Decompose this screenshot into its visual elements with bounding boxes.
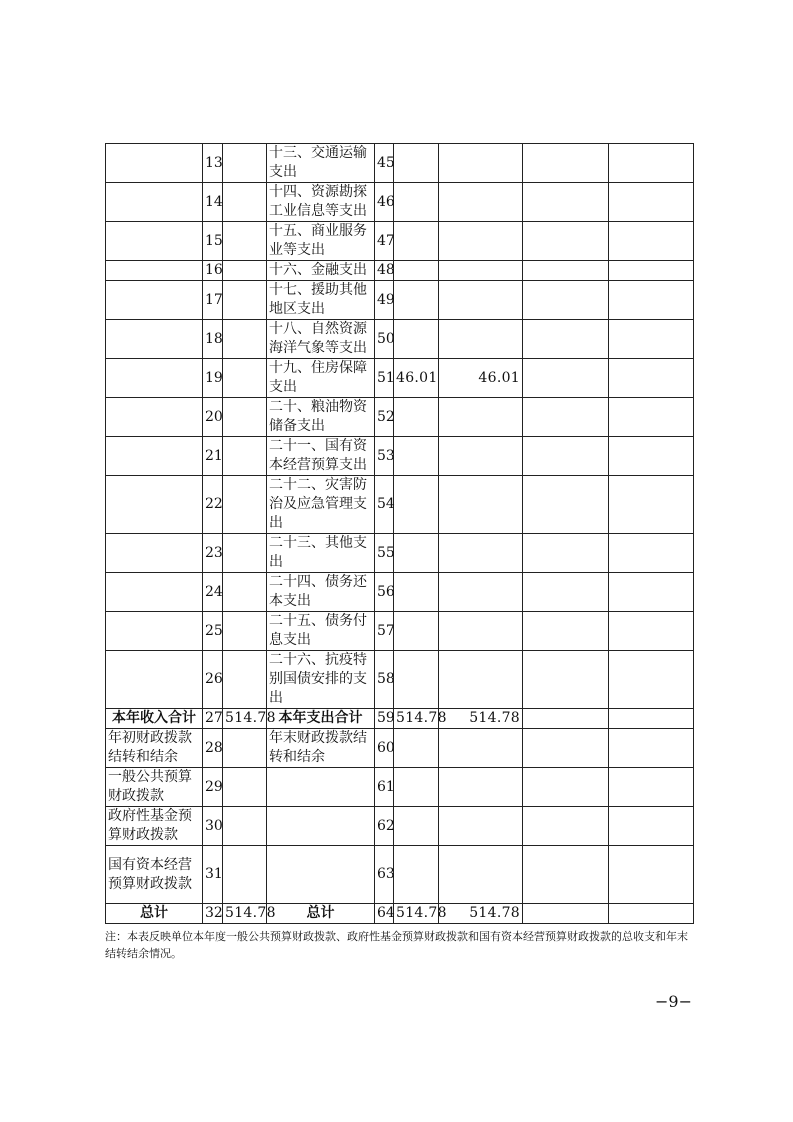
annual-total-row <box>106 709 694 729</box>
carry-in-label: 年初财政拨款结转和结余 <box>106 729 203 768</box>
expense-value <box>394 320 439 359</box>
expense-value-2 <box>439 398 523 437</box>
table-row <box>106 183 694 222</box>
income-total-value: 514.78 <box>223 709 267 729</box>
line-number: 31 <box>203 846 223 904</box>
line-number: 54 <box>375 476 394 534</box>
line-number: 59 <box>375 709 394 729</box>
expense-item-label: 十六、金融支出 <box>267 261 375 281</box>
expense-value-2 <box>439 612 523 651</box>
expense-total-value-2: 514.78 <box>439 709 523 729</box>
line-number: 19 <box>203 359 223 398</box>
line-number: 14 <box>203 183 223 222</box>
line-number: 48 <box>375 261 394 281</box>
expense-value <box>394 281 439 320</box>
line-number: 22 <box>203 476 223 534</box>
line-number: 21 <box>203 437 223 476</box>
expense-item-label: 二十五、债务付息支出 <box>267 612 375 651</box>
carry-row <box>106 729 694 768</box>
line-number: 64 <box>375 904 394 924</box>
expense-value <box>394 183 439 222</box>
expense-item-label: 十四、资源勘探工业信息等支出 <box>267 183 375 222</box>
expense-item-label: 二十二、灾害防治及应急管理支出 <box>267 476 375 534</box>
expense-value <box>394 476 439 534</box>
table-row <box>106 281 694 320</box>
expense-total-label: 本年支出合计 <box>267 709 375 729</box>
grand-total-value-right-2: 514.78 <box>439 904 523 924</box>
line-number: 30 <box>203 807 223 846</box>
expense-item-label: 十九、住房保障支出 <box>267 359 375 398</box>
grand-total-value-left: 514.78 <box>223 904 267 924</box>
carry-out-label: 年末财政拨款结转和结余 <box>267 729 375 768</box>
line-number: 46 <box>375 183 394 222</box>
expense-value-2 <box>439 183 523 222</box>
line-number: 29 <box>203 768 223 807</box>
line-number: 23 <box>203 534 223 573</box>
expense-item-label: 十三、交通运输支出 <box>267 144 375 183</box>
line-number: 47 <box>375 222 394 261</box>
line-number: 13 <box>203 144 223 183</box>
expense-value <box>394 612 439 651</box>
expense-value <box>394 222 439 261</box>
line-number: 56 <box>375 573 394 612</box>
expense-value-2 <box>439 144 523 183</box>
line-number: 32 <box>203 904 223 924</box>
income-total-label: 本年收入合计 <box>106 709 203 729</box>
expense-value-2 <box>439 281 523 320</box>
expense-value-2: 46.01 <box>439 359 523 398</box>
sub-item-label: 国有资本经营预算财政拨款 <box>106 846 203 904</box>
table-row <box>106 651 694 709</box>
expense-value-2 <box>439 573 523 612</box>
expense-value <box>394 573 439 612</box>
expense-value-2 <box>439 534 523 573</box>
line-number: 52 <box>375 398 394 437</box>
budget-table <box>105 143 694 924</box>
expense-item-label: 二十六、抗疫特别国债安排的支出 <box>267 651 375 709</box>
grand-total-label-left: 总计 <box>106 904 203 924</box>
expense-value <box>394 534 439 573</box>
line-number: 63 <box>375 846 394 904</box>
table-row <box>106 573 694 612</box>
expense-total-value: 514.78 <box>394 709 439 729</box>
expense-value <box>394 398 439 437</box>
table-row <box>106 359 694 398</box>
table-row <box>106 437 694 476</box>
line-number: 51 <box>375 359 394 398</box>
grand-total-row <box>106 904 694 924</box>
line-number: 24 <box>203 573 223 612</box>
page-number: −9− <box>655 992 692 1011</box>
expense-value: 46.01 <box>394 359 439 398</box>
line-number: 16 <box>203 261 223 281</box>
expense-item-label: 二十一、国有资本经营预算支出 <box>267 437 375 476</box>
line-number: 61 <box>375 768 394 807</box>
expense-value-2 <box>439 437 523 476</box>
expense-value <box>394 651 439 709</box>
line-number: 25 <box>203 612 223 651</box>
table-row <box>106 261 694 281</box>
line-number: 60 <box>375 729 394 768</box>
grand-total-value-right: 514.78 <box>394 904 439 924</box>
line-number: 15 <box>203 222 223 261</box>
line-number: 58 <box>375 651 394 709</box>
expense-value-2 <box>439 476 523 534</box>
table-note: 注：本表反映单位本年度一般公共预算财政拨款、政府性基金预算财政拨款和国有资本经营预算财政拨款的总收支和年末结转结余情况。 <box>105 930 688 960</box>
line-number: 28 <box>203 729 223 768</box>
grand-total-label-right: 总计 <box>267 904 375 924</box>
table-row <box>106 534 694 573</box>
expense-item-label: 十八、自然资源海洋气象等支出 <box>267 320 375 359</box>
expense-item-label: 二十、粮油物资储备支出 <box>267 398 375 437</box>
sub-item-label: 政府性基金预算财政拨款 <box>106 807 203 846</box>
table-row <box>106 476 694 534</box>
expense-item-label: 十七、援助其他地区支出 <box>267 281 375 320</box>
line-number: 18 <box>203 320 223 359</box>
line-number: 27 <box>203 709 223 729</box>
line-number: 55 <box>375 534 394 573</box>
line-number: 45 <box>375 144 394 183</box>
expense-item-label: 二十三、其他支出 <box>267 534 375 573</box>
expense-value-2 <box>439 261 523 281</box>
line-number: 53 <box>375 437 394 476</box>
line-number: 62 <box>375 807 394 846</box>
table-row <box>106 222 694 261</box>
expense-value <box>394 261 439 281</box>
line-number: 57 <box>375 612 394 651</box>
line-number: 26 <box>203 651 223 709</box>
expense-value-2 <box>439 320 523 359</box>
expense-value-2 <box>439 651 523 709</box>
table-row <box>106 398 694 437</box>
table-row <box>106 768 694 807</box>
table-row <box>106 320 694 359</box>
sub-item-label: 一般公共预算财政拨款 <box>106 768 203 807</box>
expense-value <box>394 144 439 183</box>
line-number: 17 <box>203 281 223 320</box>
table-row <box>106 612 694 651</box>
expense-item-label: 二十四、债务还本支出 <box>267 573 375 612</box>
expense-item-label: 十五、商业服务业等支出 <box>267 222 375 261</box>
line-number: 50 <box>375 320 394 359</box>
expense-value-2 <box>439 222 523 261</box>
table-row <box>106 807 694 846</box>
line-number: 49 <box>375 281 394 320</box>
table-row <box>106 846 694 904</box>
table-row <box>106 144 694 183</box>
expense-value <box>394 437 439 476</box>
line-number: 20 <box>203 398 223 437</box>
